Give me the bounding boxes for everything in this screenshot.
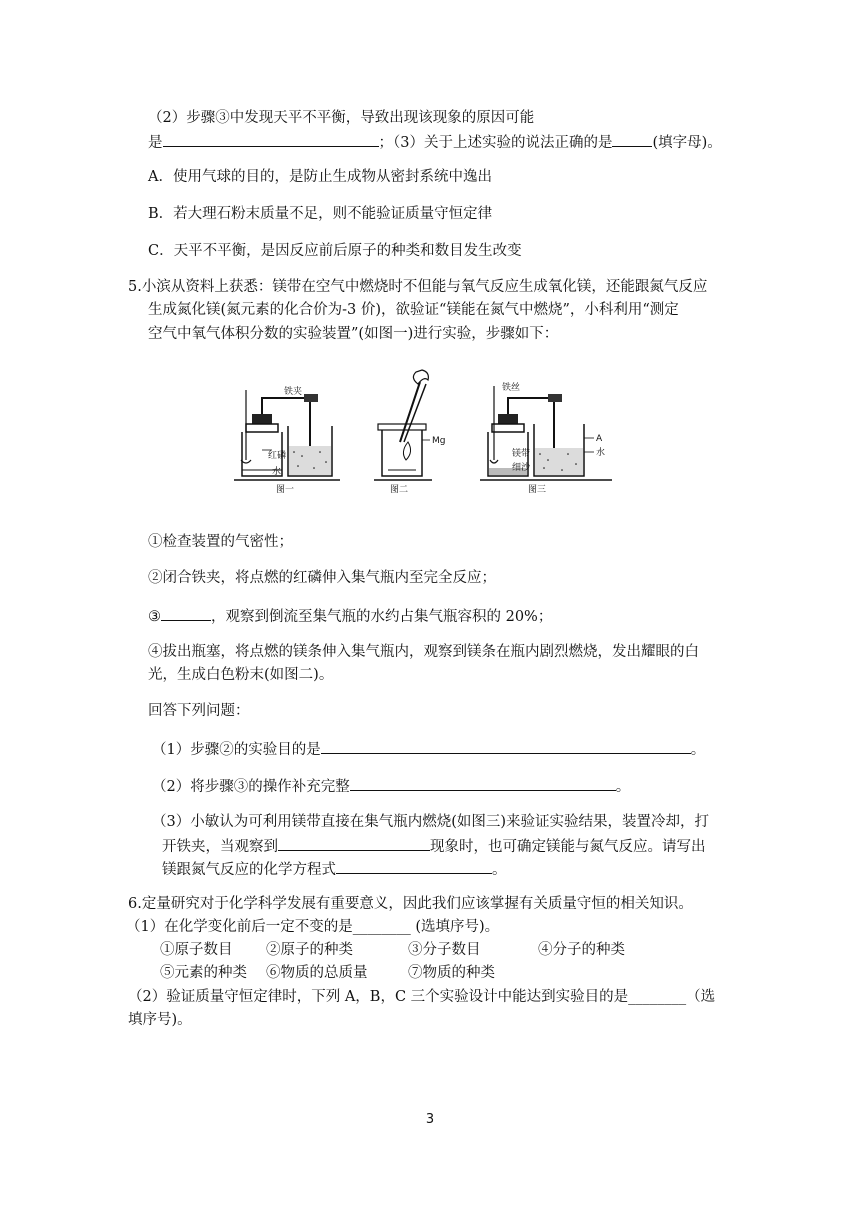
q5-sub3-line2 <box>162 835 706 857</box>
answer-blank-sub1[interactable] <box>321 738 691 754</box>
figure-one <box>234 385 340 495</box>
q4-option-c: C．天平不平衡，是因反应前后原子的种类和数目发生改变 <box>148 243 522 259</box>
q5-sub3-line1: （3）小敏认为可利用镁带直接在集气瓶内燃烧(如图三)来验证实验结果，装置冷却，打 <box>152 814 710 830</box>
q5-step2: ②闭合铁夹，将点燃的红磷伸入集气瓶内至完全反应； <box>148 570 496 586</box>
fig3-ribbon-label: 镁带 <box>512 449 531 459</box>
q6-option-2: ②原子的种类 <box>266 942 353 958</box>
answer-blank-step3[interactable] <box>161 605 211 621</box>
q5-sub2 <box>152 775 630 797</box>
fig3-caption: 图三 <box>528 485 547 495</box>
q4-text-a: 是 <box>148 135 163 151</box>
q5-answer-prompt: 回答下列问题： <box>148 703 250 719</box>
q5-step1: ①检查装置的气密性； <box>148 534 293 550</box>
fig3-water-label: 水 <box>596 448 606 458</box>
fig1-water-label: 水 <box>272 467 282 477</box>
q5-sub1-text: （1）步骤②的实验目的是 <box>152 742 321 758</box>
answer-blank-sub3-equation[interactable] <box>336 858 492 874</box>
q4-option-b: B．若大理石粉末质量不足，则不能验证质量守恒定律 <box>148 206 493 222</box>
q6-option-3: ③分子数目 <box>408 942 481 958</box>
q5-intro-line1: 5.小滨从资料上获悉：镁带在空气中燃烧时不但能与氧气反应生成氧化镁，还能跟氮气反应 <box>128 279 708 295</box>
q6-options-row1 <box>160 940 625 960</box>
q5-step3-text: ，观察到倒流至集气瓶的水约占集气瓶容积的 20%； <box>211 609 553 625</box>
q6-option-6: ⑥物质的总质量 <box>266 965 368 981</box>
q5-step3 <box>148 605 552 627</box>
fig1-caption: 图一 <box>276 485 295 495</box>
q4-text-b: ；（3）关于上述实验的说法正确的是 <box>378 135 613 151</box>
q6-sub2-line1: （2）验证质量守恒定律时，下列 A，B，C 三个实验设计中能达到实验目的是________（选 <box>128 989 716 1005</box>
q6-sub1: （1）在化学变化前后一定不变的是________ (选填序号)。 <box>126 919 500 935</box>
q6-option-1: ①原子数目 <box>160 942 233 958</box>
answer-blank-q4-2[interactable] <box>163 131 379 147</box>
q5-intro-line2: 生成氮化镁(氮元素的化合价为-3 价)，欲验证“镁能在氮气中燃烧”，小科利用“测定 <box>148 302 679 318</box>
q6-option-5: ⑤元素的种类 <box>160 965 247 981</box>
figure-two <box>374 370 445 495</box>
q6-option-7: ⑦物质的种类 <box>408 965 495 981</box>
q5-sub1 <box>152 738 705 760</box>
q5-sub2-end: 。 <box>615 779 631 795</box>
q6-options-row2 <box>160 963 495 983</box>
apparatus-figure <box>232 368 632 498</box>
q5-sub1-end: 。 <box>690 742 706 758</box>
q4-part2-line2 <box>148 131 722 153</box>
q5-step4-line1: ④拔出瓶塞，将点燃的镁条伸入集气瓶内，观察到镁条在瓶内剧烈燃烧，发出耀眼的白 <box>148 644 699 660</box>
fig1-stopper <box>252 414 272 424</box>
q5-sub3-line3 <box>162 858 507 880</box>
page-number: 3 <box>425 1112 435 1127</box>
q5-sub3-text-b: 现象时，也可确定镁能与氮气反应。请写出 <box>430 839 706 855</box>
answer-blank-q4-3[interactable] <box>612 131 652 147</box>
fig3-a-label: A <box>596 434 603 444</box>
q6-intro: 6.定量研究对于化学科学发展有重要意义，因此我们应该掌握有关质量守恒的相关知识。 <box>128 896 693 912</box>
q5-intro-line3: 空气中氧气体积分数的实验装置”(如图一)进行实验，步骤如下： <box>148 326 559 342</box>
q5-sub3-text-c: 镁跟氮气反应的化学方程式 <box>162 862 336 878</box>
answer-blank-sub2[interactable] <box>350 775 616 791</box>
q5-sub2-text: （2）将步骤③的操作补充完整 <box>152 779 350 795</box>
fig1-clip-label: 铁夹 <box>284 387 303 397</box>
q4-option-a: A．使用气球的目的，是防止生成物从密封系统中逸出 <box>148 169 492 185</box>
fig2-mg-label: Mg <box>432 436 446 446</box>
figure-three <box>480 381 612 495</box>
q5-step4-line2: 光，生成白色粉末(如图二)。 <box>148 667 334 683</box>
fig3-wire-label: 铁丝 <box>502 383 521 393</box>
q5-sub3-text-a: 开铁夹，当观察到 <box>162 839 278 855</box>
q4-part2-line1: （2）步骤③中发现天平不平衡，导致出现该现象的原因可能 <box>148 110 535 126</box>
fig2-caption: 图二 <box>390 485 409 495</box>
q6-sub2-line2: 填序号)。 <box>128 1012 192 1028</box>
answer-blank-sub3-phenomenon[interactable] <box>278 835 430 851</box>
q4-text-c: (填字母)。 <box>652 135 722 151</box>
q5-sub3-end: 。 <box>492 862 507 878</box>
q6-option-4: ④分子的种类 <box>538 942 625 958</box>
fig3-stopper <box>498 414 518 424</box>
fig3-sand-label: 细沙 <box>512 463 531 473</box>
q5-step3-label: ③ <box>148 609 161 625</box>
fig1-phosphorus-label: 红磷 <box>268 451 287 461</box>
